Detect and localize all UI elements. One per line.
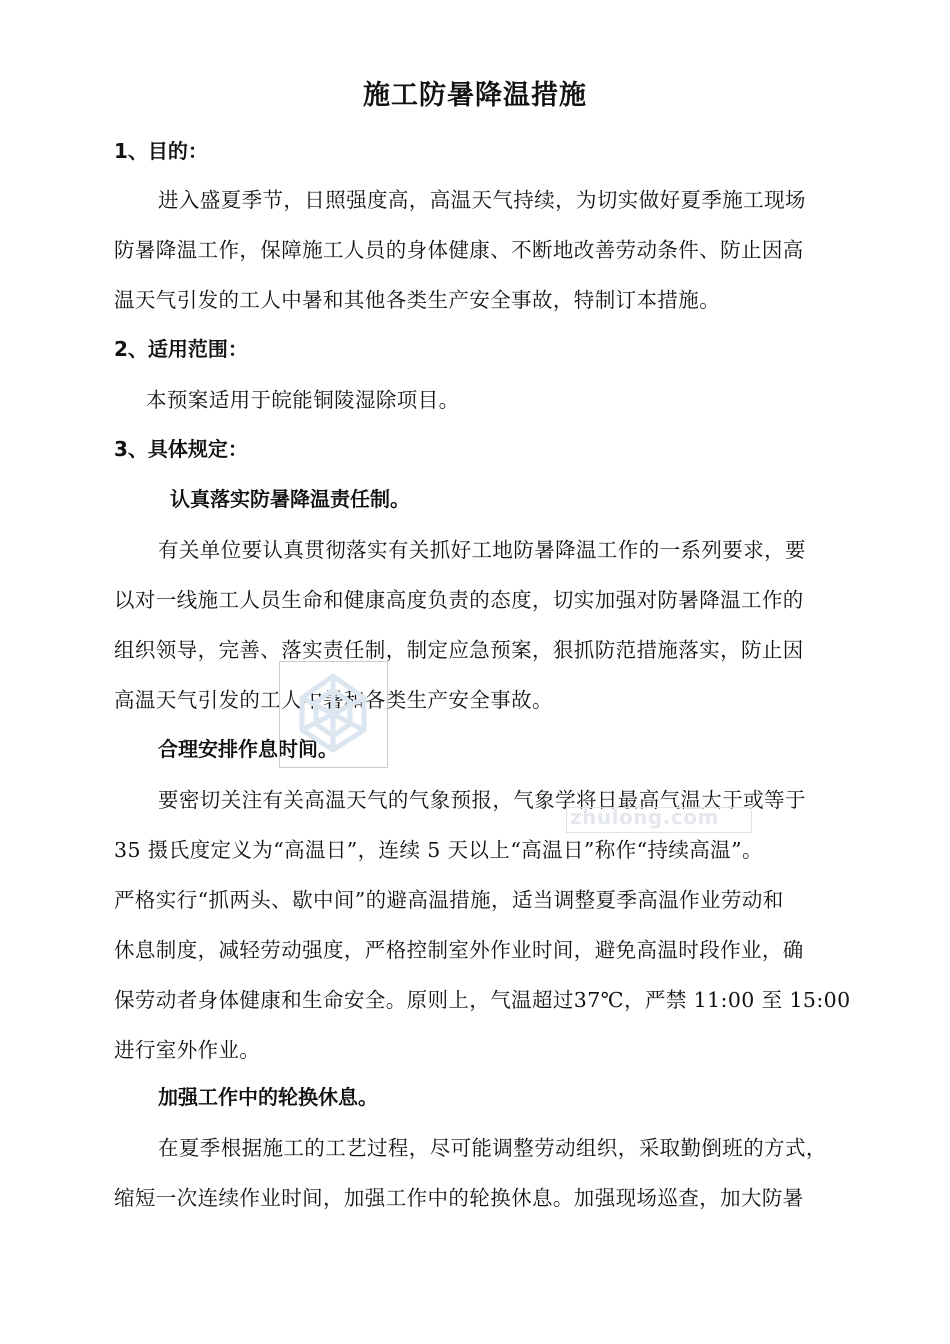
paragraph-line: 高温天气引发的工人中暑和各类生产安全事故。 [114, 688, 553, 712]
paragraph-line: 进行室外作业。 [114, 1038, 261, 1062]
subheading-schedule: 合理安排作息时间。 [158, 737, 338, 761]
paragraph-line: 严格实行“抓两头、歇中间”的避高温措施，适当调整夏季高温作业劳动和 [114, 888, 784, 912]
paragraph-line: 要密切关注有关高温天气的气象预报，气象学将日最高气温大于或等于 [158, 788, 806, 812]
section-heading-rules: 3、具体规定： [114, 437, 248, 461]
paragraph-line: 休息制度，减轻劳动强度，严格控制室外作业时间，避免高温时段作业，确 [114, 938, 804, 962]
subheading-rotation: 加强工作中的轮换休息。 [158, 1085, 378, 1109]
section-heading-purpose: 1、目的： [114, 139, 208, 163]
document-title: 施工防暑降温措施 [363, 80, 587, 111]
zhulong-watermark-logo-icon [290, 668, 376, 758]
subheading-responsibility: 认真落实防暑降温责任制。 [170, 487, 410, 511]
paragraph-line: 以对一线施工人员生命和健康高度负责的态度，切实加强对防暑降温工作的 [114, 588, 804, 612]
paragraph-line: 防暑降温工作，保障施工人员的身体健康、不断地改善劳动条件、防止因高 [114, 238, 804, 262]
section-heading-scope: 2、适用范围： [114, 337, 248, 361]
paragraph-line: 保劳动者身体健康和生命安全。原则上，气温超过37℃，严禁 11:00 至 15:00 [114, 988, 851, 1012]
paragraph-line: 35 摄氏度定义为“高温日”，连续 5 天以上“高温日”称作“持续高温”。 [114, 838, 763, 862]
paragraph-line: 进入盛夏季节，日照强度高，高温天气持续，为切实做好夏季施工现场 [158, 188, 806, 212]
paragraph-line: 组织领导，完善、落实责任制，制定应急预案，狠抓防范措施落实，防止因 [114, 638, 804, 662]
paragraph-line: 在夏季根据施工的工艺过程，尽可能调整劳动组织，采取勤倒班的方式， [158, 1136, 827, 1160]
paragraph-line: 有关单位要认真贯彻落实有关抓好工地防暑降温工作的一系列要求，要 [158, 538, 806, 562]
paragraph-line: 温天气引发的工人中暑和其他各类生产安全事故，特制订本措施。 [114, 288, 721, 312]
paragraph-line: 缩短一次连续作业时间，加强工作中的轮换休息。加强现场巡查，加大防暑 [114, 1186, 804, 1210]
watermark-text: zhulong.com [570, 805, 719, 829]
paragraph-line: 本预案适用于皖能铜陵湿除项目。 [146, 388, 460, 412]
